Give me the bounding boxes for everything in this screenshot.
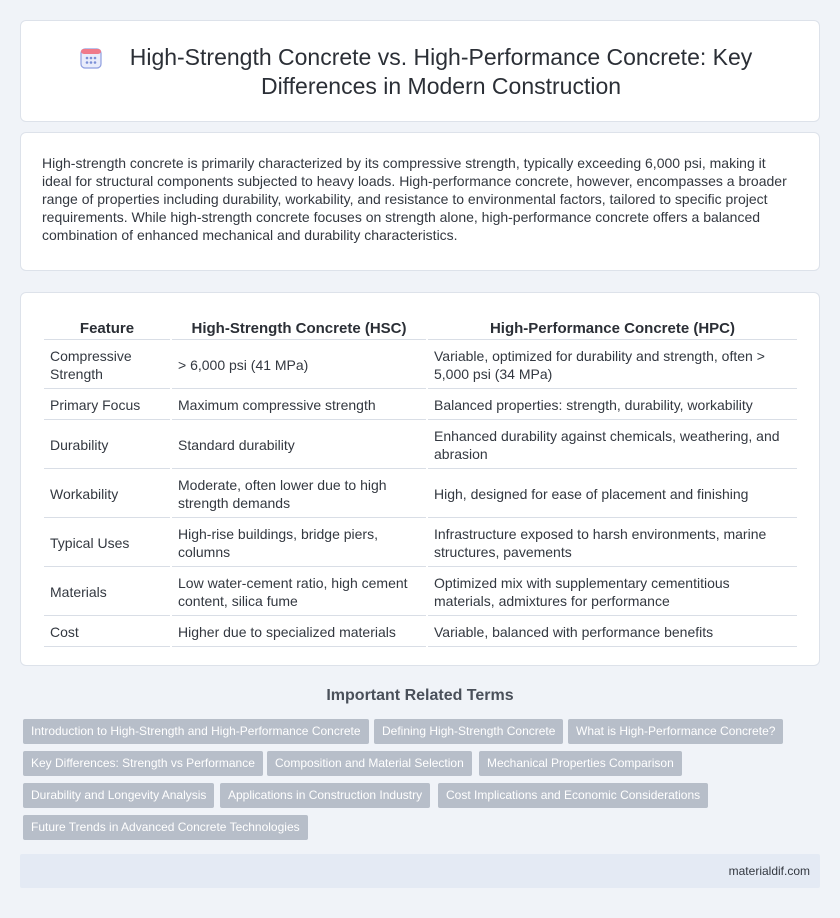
comparison-table-card bbox=[20, 292, 820, 666]
intro-paragraph: High-strength concrete is primarily characterized by its compressive strength, typically exceeding 6,000 psi, making it ideal for structural components subjected to heavy loads. High-performance concrete, however, encompasses a broader range of properties including durability, workability, and resistance to environmental factors, tailored to specific project requirements. While high-strength concrete focuses on strength alone, high-performance concrete offers a balanced combination of enhanced mechanical and durability characteristics. bbox=[42, 155, 787, 243]
table-cell-hpc: Infrastructure exposed to harsh environments, marine structures, pavements bbox=[428, 520, 797, 567]
related-term-tag[interactable]: Cost Implications and Economic Considerations bbox=[438, 783, 708, 808]
column-header-hsc: High-Strength Concrete (HSC) bbox=[172, 317, 426, 340]
table-cell-hsc: High-rise buildings, bridge piers, columns bbox=[172, 520, 426, 567]
table-cell-feature: Materials bbox=[44, 569, 170, 616]
footer bbox=[20, 854, 820, 888]
table-cell-hsc: Maximum compressive strength bbox=[172, 391, 426, 420]
table-cell-hpc: Optimized mix with supplementary cementitious materials, admixtures for performance bbox=[428, 569, 797, 616]
table-cell-hsc: > 6,000 psi (41 MPa) bbox=[172, 342, 426, 389]
related-term-tag[interactable]: Defining High-Strength Concrete bbox=[374, 719, 563, 744]
page-title: High-Strength Concrete vs. High-Performance Concrete: Key Differences in Modern Construction bbox=[129, 44, 753, 99]
table-cell-hsc: Moderate, often lower due to high strength demands bbox=[172, 471, 426, 518]
related-term-tag[interactable]: Durability and Longevity Analysis bbox=[23, 783, 214, 808]
related-term-tag[interactable]: Composition and Material Selection bbox=[267, 751, 472, 776]
column-header-hpc: High-Performance Concrete (HPC) bbox=[428, 317, 797, 340]
related-term-tag[interactable]: Applications in Construction Industry bbox=[220, 783, 430, 808]
table-cell-hsc: Higher due to specialized materials bbox=[172, 618, 426, 647]
table-cell-hpc: High, designed for ease of placement and finishing bbox=[428, 471, 797, 518]
column-header-feature: Feature bbox=[44, 317, 170, 340]
table-cell-hsc: Low water-cement ratio, high cement content, silica fume bbox=[172, 569, 426, 616]
table-cell-hpc: Balanced properties: strength, durability, workability bbox=[428, 391, 797, 420]
table-row bbox=[44, 342, 797, 389]
table-cell-hpc: Variable, optimized for durability and strength, often > 5,000 psi (34 MPa) bbox=[428, 342, 797, 389]
table-cell-feature: Compressive Strength bbox=[44, 342, 170, 389]
table-cell-hpc: Variable, balanced with performance benefits bbox=[428, 618, 797, 647]
table-cell-feature: Durability bbox=[44, 422, 170, 469]
table-row bbox=[44, 618, 797, 647]
table-cell-feature: Typical Uses bbox=[44, 520, 170, 567]
table-row bbox=[44, 520, 797, 567]
related-term-tag[interactable]: Introduction to High-Strength and High-Performance Concrete bbox=[23, 719, 369, 744]
table-row bbox=[44, 471, 797, 518]
related-terms-heading: Important Related Terms bbox=[326, 687, 514, 704]
table-cell-feature: Primary Focus bbox=[44, 391, 170, 420]
table-header-row bbox=[44, 317, 797, 340]
table-row bbox=[44, 422, 797, 469]
footer-site-name[interactable]: materialdif.com bbox=[728, 864, 810, 878]
title-card bbox=[20, 20, 820, 122]
table-row bbox=[44, 569, 797, 616]
table-cell-hsc: Standard durability bbox=[172, 422, 426, 469]
table-row bbox=[44, 391, 797, 420]
related-term-tag[interactable]: Future Trends in Advanced Concrete Technologies bbox=[23, 815, 308, 840]
table-cell-hpc: Enhanced durability against chemicals, weathering, and abrasion bbox=[428, 422, 797, 469]
table-cell-feature: Workability bbox=[44, 471, 170, 518]
intro-card bbox=[20, 132, 820, 271]
related-term-tag[interactable]: Mechanical Properties Comparison bbox=[479, 751, 682, 776]
table-cell-feature: Cost bbox=[44, 618, 170, 647]
related-term-tag[interactable]: Key Differences: Strength vs Performance bbox=[23, 751, 263, 776]
related-term-tag[interactable]: What is High-Performance Concrete? bbox=[568, 719, 783, 744]
comparison-table bbox=[42, 315, 799, 649]
